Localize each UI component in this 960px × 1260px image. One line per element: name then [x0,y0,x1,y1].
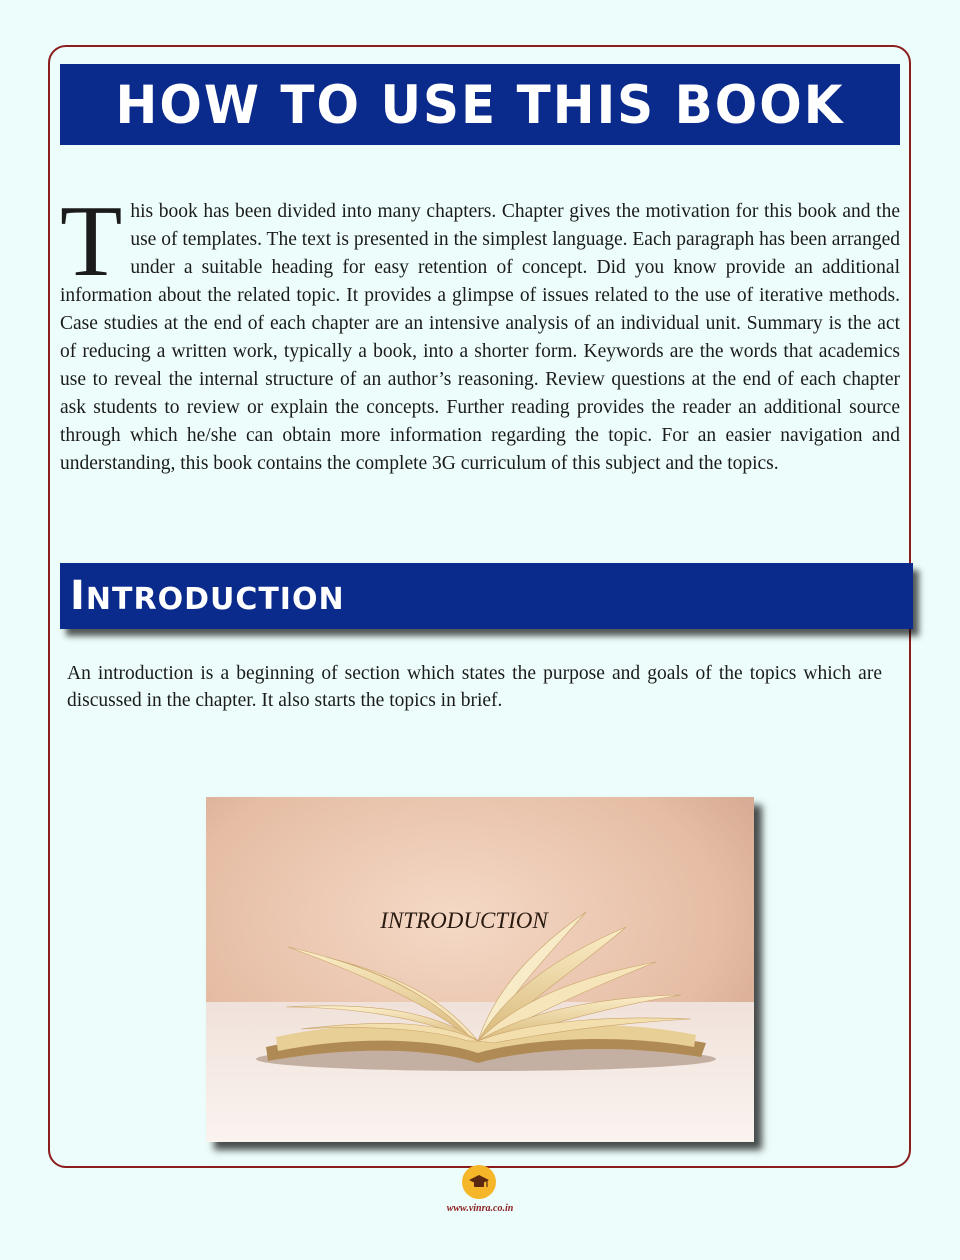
intro-paragraph-text: his book has been divided into many chapters. Chapter gives the motivation for this book and the use of templates. The text is presented in the simplest language. Each paragraph has been arranged under a suitable heading for easy retention of concept. Did you know provide an additional information about the related topic. It provides a glimpse of issues related to the use of iterative methods. Case studies at the end of each chapter are an intensive analysis of an individual unit. Summary is the act of reducing a written work, typically a book, into a shorter form. Keywords are the words that academics use to reveal the internal structure of an author’s reasoning. Review questions at the end of each chapter ask students to review or explain the concepts. Further reading provides the reader an additional source through which he/she can obtain more information regarding the topic. For an easier navigation and understanding, this book contains the complete 3G curriculum of this subject and the topics. [60,201,900,474]
footer-url[interactable]: www.vinra.co.in [446,1203,514,1214]
page-title: HOW TO USE THIS BOOK [115,74,845,135]
publisher-logo-icon [462,1165,496,1199]
drop-cap: T [60,185,123,298]
section-paragraph: An introduction is a beginning of section which states the purpose and goals of the topics which are discussed in the chapter. It also starts the topics in brief. [67,663,882,711]
section-heading-initial: I [70,573,86,619]
intro-paragraph [60,185,900,478]
title-banner [60,64,900,145]
section-heading-rest: NTRODUCTION [85,582,345,617]
image-caption: INTRODUCTION [380,908,548,933]
section-heading-banner [60,563,913,629]
open-book-image [206,797,754,1142]
section-heading [70,573,345,619]
